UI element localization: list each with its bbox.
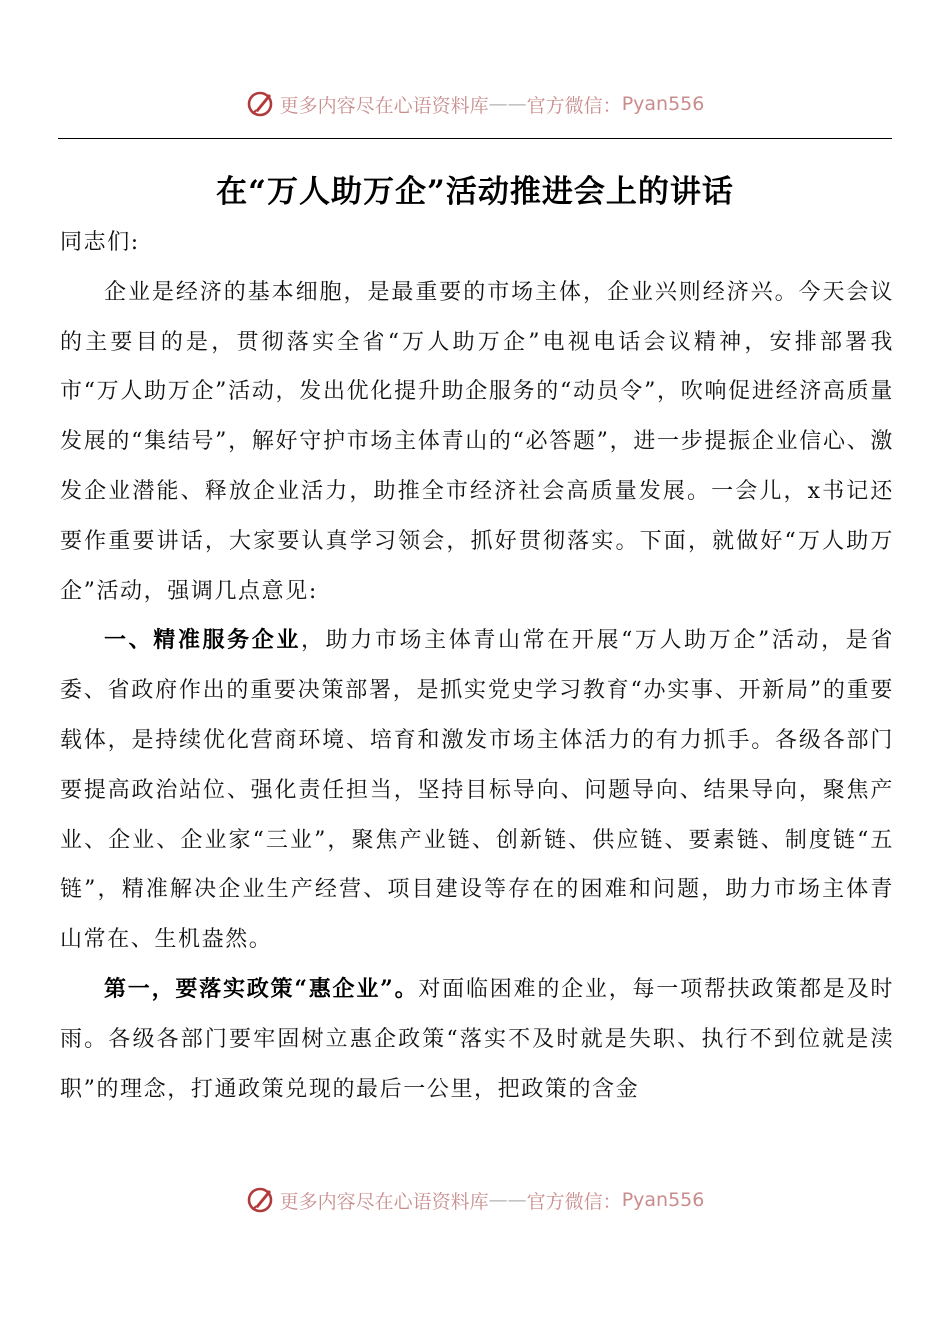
document-title: 在“万人助万企”活动推进会上的讲话 [216, 174, 734, 210]
watermark-text: 更多内容尽在心语资料库 [279, 94, 489, 117]
watermark-account: Pyan556 [621, 1189, 705, 1211]
header-divider [58, 138, 892, 139]
quill-pen-circle-icon [246, 89, 276, 119]
document-body [60, 218, 894, 1114]
paragraph-intro [60, 268, 894, 617]
paragraph-point-one [60, 965, 894, 1114]
watermark-header [0, 84, 950, 124]
quill-pen-circle-icon [246, 1185, 276, 1215]
watermark-separator: —— [488, 93, 527, 115]
watermark-label: 官方微信： [526, 1190, 622, 1213]
watermark-account: Pyan556 [621, 93, 705, 115]
paragraph-section-one [60, 616, 894, 965]
salutation: 同志们: [60, 230, 140, 255]
paragraph-section-one-text: ，助力市场主体青山常在开展“万人助万企”活动，是省委、省政府作出的重要决策部署，是抓实党史学习教育“办实事、开新局”的重要载体，是持续优化营商环境、培育和激发市场主体活力的有力抓手。各级各部门要提高政治站位、强化责任担当，坚持目标导向、问题导向、结果导向，聚焦产业、企业、企业家“三业”，聚焦产业链、创新链、供应链、要素链、制度链“五链”，精准解决企业生产经营、项目建设等存在的困难和问题，助力市场主体青山常在、生机盎然。 [60, 628, 894, 953]
watermark-separator: —— [488, 1189, 527, 1211]
watermark-footer [0, 1180, 950, 1220]
paragraph-point-one-text: 对面临困难的企业，每一项帮扶政策都是及时雨。各级各部门要牢固树立惠企政策“落实不及时就是失职、执行不到位就是渎职”的理念，打通政策兑现的最后一公里，把政策的含金 [60, 976, 894, 1102]
watermark-text: 更多内容尽在心语资料库 [279, 1190, 489, 1213]
section-heading-one: 一、精准服务企业 [104, 627, 301, 654]
paragraph-intro-text: 企业是经济的基本细胞，是最重要的市场主体，企业兴则经济兴。今天会议的主要目的是，贯彻落实全省“万人助万企”电视电话会议精神，安排部署我市“万人助万企”活动，发出优化提升助企服务的“动员令”，吹响促进经济高质量发展的“集结号”，解好守护市场主体青山的“必答题”，进一步提振企业信心、激发企业潜能、释放企业活力，助推全市经济社会高质量发展。一会儿，x书记还要作重要讲话，大家要认真学习领会，抓好贯彻落实。下面，就做好“万人助万企”活动，强调几点意见: [60, 279, 894, 604]
point-heading-one: 第一，要落实政策“惠企业”。 [104, 975, 419, 1002]
watermark-label: 官方微信： [526, 94, 622, 117]
